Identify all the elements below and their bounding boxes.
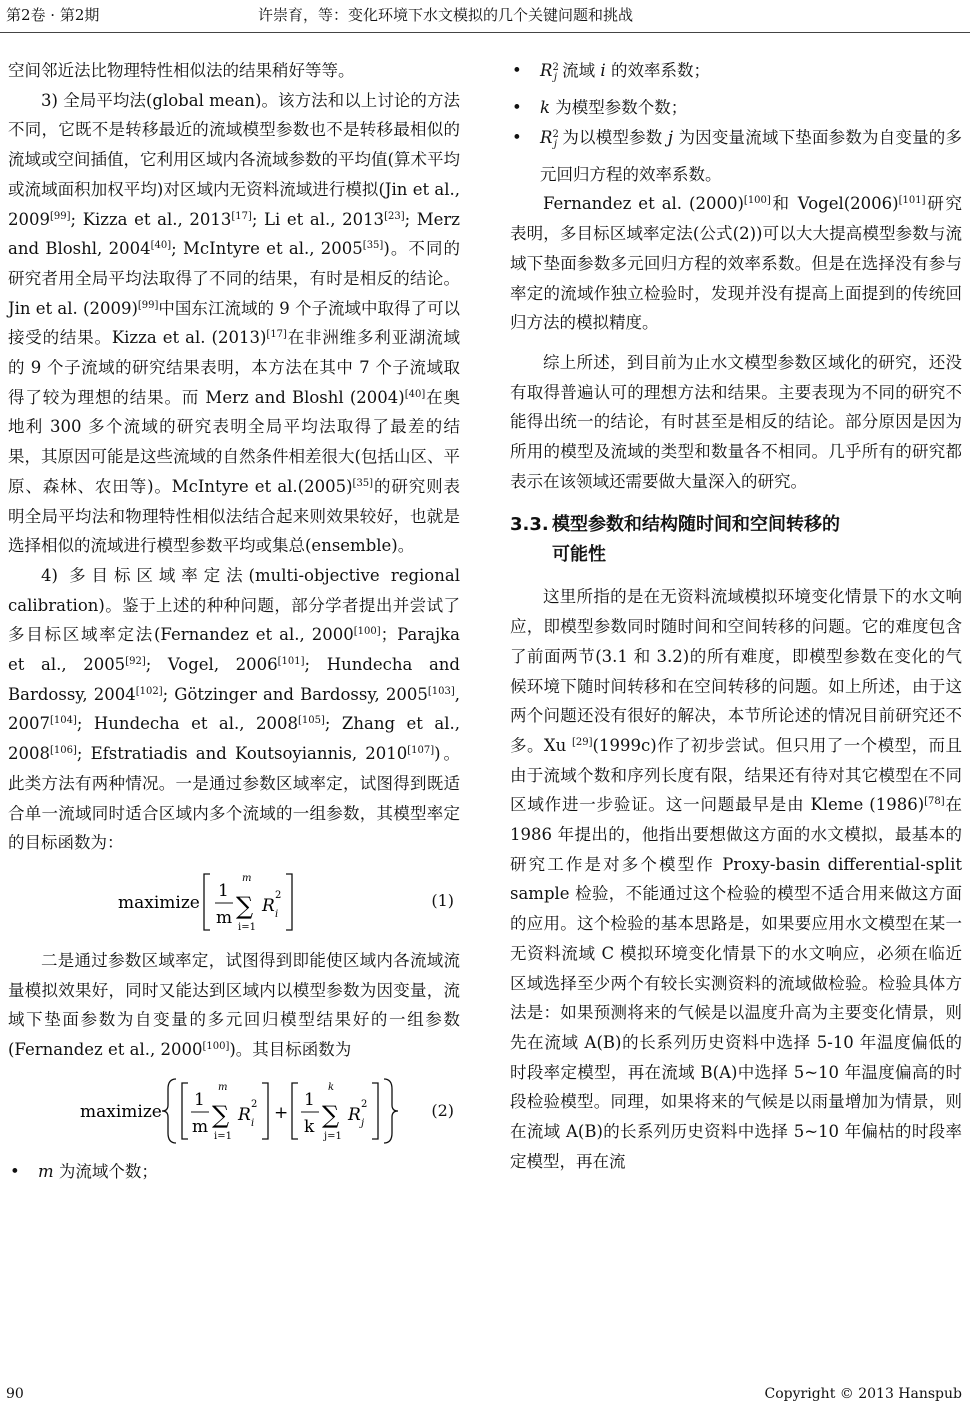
equation-number: (1)	[431, 890, 454, 910]
list-item: • $R^2_j$ 流域 i 的效率系数；	[510, 56, 962, 93]
paragraph-summary: 综上所述，到目前为止水文模型参数区域化的研究，还没有取得普遍认可的理想方法和结果。主要表现为不同的研究不能得出统一的结论，有时甚至是相反的结论。部分原因是因为所用的模型及流域的类型和数量各不相同。几乎所有的研究都表示在该领域还需要做大量深入的研究。	[510, 352, 962, 491]
fraction-denominator: k	[304, 1116, 315, 1137]
bullet-icon: •	[512, 127, 522, 147]
citation[interactable]: [78]	[924, 796, 945, 808]
citation[interactable]: [101]	[277, 656, 305, 668]
variable-list	[510, 56, 962, 189]
right-column	[510, 56, 962, 1177]
bullet-icon: •	[512, 61, 522, 80]
sum-symbol: ∑	[236, 891, 254, 920]
sum-lower: i=1	[238, 921, 256, 933]
list-item: • m 为流域个数；	[8, 1157, 460, 1187]
fraction-denominator: m	[216, 907, 233, 928]
citation[interactable]: [100]	[202, 1041, 230, 1053]
equation-number: (2)	[431, 1100, 454, 1120]
fraction-numerator: 1	[218, 880, 229, 901]
variable-list	[8, 1157, 460, 1187]
citation[interactable]: [107]	[407, 745, 435, 757]
exponent: 2	[251, 1098, 258, 1110]
sum-upper: m	[218, 1081, 228, 1093]
citation[interactable]: [40]	[404, 388, 426, 400]
section-heading	[510, 510, 962, 570]
list-item: • $R^2_j$ 为以模型参数 j 为因变量流域下垫面参数为自变量的多元回归方程的效率系数。	[510, 123, 962, 190]
exponent: 2	[361, 1098, 368, 1110]
bracket-1-right	[262, 1083, 268, 1139]
citation[interactable]: [102]	[135, 685, 163, 697]
bracket-2-right	[372, 1083, 378, 1139]
list-item: • k 为模型参数个数；	[510, 93, 962, 123]
equation-1	[8, 858, 460, 946]
bullet-icon: •	[10, 1161, 20, 1181]
paragraph-section-3-3: 这里所指的是在无资料流域模拟环境变化情景下的水文响应，即模型参数同时随时间和空间转移的问题。它的难度包含了前面两节(3.1 和 3.2)的所有难度，即模型参数在变化的气候环境下随时间转移和在空间转移的问题。如上所述，由于这两个问题还没有很好的解决，本节所论述的情况目前研究还不多。Xu [29](1999c)作了初步尝试。但只用了一个模型，而且由于流域个数和序列长度有限，结果还有待对其它模型在不同区域作进一步验证。这一问题最早是由 Kleme (1986)[78]在 1986 年提出的，他指出要想做这方面的水文模拟，最基本的研究工作是对多个模型作 Proxy-basin differential-split sample 检验，不能通过这个检验的模型不适合用来做这方面的应用。这个检验的基本思路是，如果要应用水文模型在某一无资料流域 C 模拟环境变化情景下的水文响应，必须在临近区域选择至少两个有较长实测资料的流域做检验。检验具体方法是：如果预测将来的气候是以温度升高为主要变化情景，则先在流域 A(B)的长系列历史资料中选择 5-10 年温度偏低的时段率定模型，再在流域 B(A)中选择 5~10 年温度偏高的时段检验模型。同理，如果将来的气候是以雨量增加为情景，则在流域 A(B)的长系列历史资料中选择 5~10 年偏枯的时段率定模型，再在流	[510, 587, 963, 1171]
citation[interactable]: [104]	[50, 715, 77, 727]
sum-upper: k	[328, 1081, 335, 1093]
subscript: i	[275, 908, 279, 920]
paragraph-global-mean: 3) 全局平均法(global mean)。该方法和以上讨论的方法不同，它既不是转移最近的流域模型参数也不是转移最相似的流域或空间插值，它利用区域内各流域参数的平均值(算术平均或流域面积加权平均)对区域内无资料流域进行模拟(Jin et al., 2009[99]; Kizza et al., 2013[17]; Li et al., 2013[23]; Merz and Bloshl, 2004[40]; McIntyre et al., 2005[35])。不同的研究者用全局平均法取得了不同的结果，有时是相反的结论。Jin et al. (2009)[99]中国东江流域的 9 个子流域中取得了可以接受的结果。Kizza et al. (2013)[17]在非洲维多利亚湖流域的 9 个子流域的研究结果表明，本方法在其中 7 个子流域取得了较为理想的结果。而 Merz and Bloshl (2004)[40]在奥地利 300 多个流域的研究表明全局平均法取得了最差的结果，其原因可能是这些流域的自然条件相差很大(包括山区、平原、森林、农田等)。McIntyre et al.(2005)[35]的研究则表明全局平均法和物理特性相似法结合起来则效果较好，也就是选择相似的流域进行模型参数平均或集总(ensemble)。	[8, 90, 461, 556]
variable-R: R	[348, 1104, 361, 1125]
paragraph-multi-objective: 4) 多目标区域率定法(multi-objective regional calibration)。鉴于上述的种种问题，部分学者提出并尝试了多目标区域率定法(Fernandez et al., 2000[100]；Parajka et al., 2005[92]; Vogel, 2006[101]; Hundecha and Bardossy, 2004[102]; Götzinger and Bardossy, 2005[103], 2007[104]; Hundecha et al., 2008[105]; Zhang et al., 2008[106]; Efstratiadis and Koutsoyiannis, 2010[107])。此类方法有两种情况。一是通过参数区域率定，试图得到既适合单一流域同时适合区域内多个流域的一组参数，其模型率定的目标函数为：	[8, 565, 460, 853]
citation[interactable]: [99]	[137, 299, 159, 311]
citation[interactable]: [17]	[266, 329, 287, 341]
journal-issue: 第2卷 · 第2期	[6, 6, 100, 24]
exponent: 2	[275, 889, 282, 901]
copyright: Copyright © 2013 Hanspub	[764, 1386, 962, 1402]
citation[interactable]: [99]	[50, 210, 71, 222]
sum-symbol: ∑	[212, 1100, 230, 1129]
left-bracket	[204, 874, 210, 930]
citation[interactable]: [100]	[353, 626, 381, 638]
section-title-line1: 模型参数和结构随时间和空间转移的	[552, 514, 840, 536]
bracket-1-left	[182, 1083, 188, 1139]
running-header	[0, 0, 970, 33]
maximize-label: maximize	[80, 1101, 162, 1122]
citation[interactable]: [35]	[362, 240, 384, 252]
sum-upper: m	[242, 872, 252, 884]
citation[interactable]: [40]	[150, 240, 172, 252]
citation[interactable]: [105]	[298, 715, 325, 727]
citation[interactable]: [101]	[898, 195, 926, 207]
paragraph-fernandez: Fernandez et al. (2000)[100]和 Vogel(2006)[101]研究表明，多目标区域率定法(公式(2))可以大大提高模型参数与流域下垫面参数多元回归方程的效率系数。但是在选择没有参与率定的流域作独立检验时，发现并没有提高上面提到的传统回归方法的模拟精度。	[510, 194, 962, 333]
citation[interactable]: [35]	[352, 477, 374, 489]
equation-1-formula	[118, 858, 458, 946]
sum-symbol: ∑	[322, 1100, 340, 1129]
fraction-numerator: 1	[194, 1089, 205, 1110]
left-brace	[162, 1079, 176, 1143]
citation[interactable]: [100]	[743, 195, 771, 207]
bullet-icon: •	[512, 98, 522, 117]
maximize-label: maximize	[118, 892, 200, 913]
section-number: 3.3.	[510, 514, 549, 536]
plus-sign: +	[274, 1102, 289, 1123]
citation[interactable]: [106]	[50, 745, 77, 757]
variable-R: R	[262, 895, 275, 916]
equation-2	[8, 1065, 460, 1157]
variable-R: R	[238, 1104, 251, 1125]
citation[interactable]: [17]	[231, 210, 252, 222]
bracket-2-left	[292, 1083, 298, 1139]
right-brace	[384, 1079, 398, 1143]
paragraph: 空间邻近法比物理特性相似法的结果稍好等等。	[8, 61, 355, 80]
fraction-numerator: 1	[304, 1089, 315, 1110]
subscript: j	[361, 1117, 365, 1129]
running-title: 许崇育，等：变化环境下水文模拟的几个关键问题和挑战	[258, 6, 634, 24]
fraction-denominator: m	[192, 1116, 209, 1137]
equation-2-formula	[80, 1065, 420, 1157]
right-bracket	[286, 874, 292, 930]
citation[interactable]: [29]	[572, 736, 593, 748]
section-title-line2: 可能性	[552, 544, 606, 566]
paragraph-second-case: 二是通过参数区域率定，试图得到即能使区域内各流域流量模拟效果好，同时又能达到区域内以模型参数为因变量，流域下垫面参数为自变量的多元回归模型结果好的一组参数(Fernandez et al., 2000[100])。其目标函数为	[8, 950, 460, 1060]
subscript: i	[251, 1117, 255, 1129]
sum-lower: i=1	[214, 1130, 232, 1142]
citation[interactable]: [103]	[427, 685, 455, 697]
left-column	[8, 56, 460, 1187]
sum-lower: j=1	[324, 1130, 342, 1142]
citation[interactable]: [23]	[384, 210, 405, 222]
citation[interactable]: [92]	[125, 656, 146, 668]
page-footer	[0, 1382, 970, 1410]
page-number: 90	[6, 1386, 24, 1402]
